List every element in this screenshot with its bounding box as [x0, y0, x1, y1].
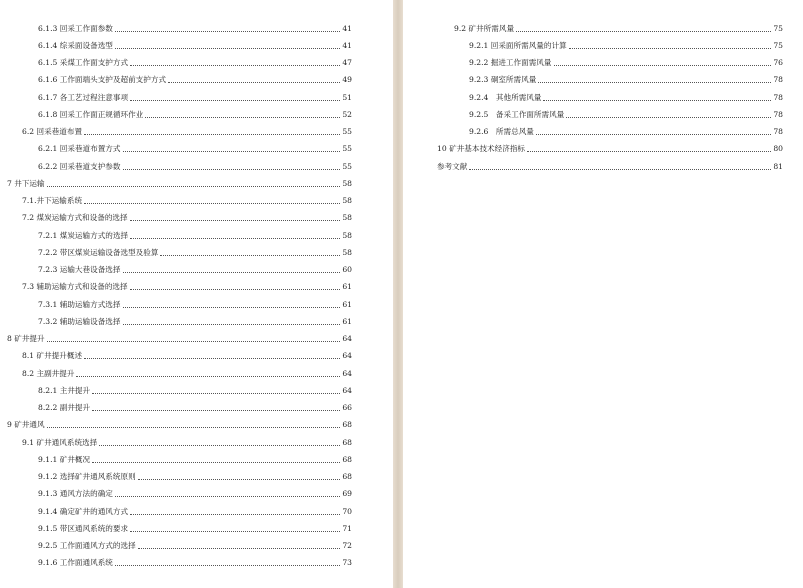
dot-leader [47, 427, 341, 428]
toc-entry-page-number: 41 [342, 40, 352, 50]
dot-leader [92, 393, 340, 394]
book-spine [393, 0, 403, 588]
toc-entry-page-number: 49 [342, 75, 352, 85]
toc-entry-page-number: 80 [773, 144, 783, 154]
toc-entry-page-number: 55 [342, 144, 352, 154]
toc-entry-title: 9.2.5 备采工作面所需风量 [469, 109, 565, 119]
toc-entry-title: 6.2 回采巷道布置 [22, 127, 83, 136]
toc-entry-page-number: 51 [342, 92, 352, 102]
toc-entry-page-number: 58 [342, 196, 352, 205]
toc-entry-title: 9.1.3 通风方法的确定 [38, 489, 113, 499]
toc-entry[interactable] [7, 179, 352, 189]
toc-entry-title: 7.2 煤炭运输方式和设备的选择 [22, 213, 128, 223]
toc-entry-title: 9.2.4 其他所需风量 [469, 92, 542, 102]
dot-leader [130, 100, 340, 101]
dot-leader [569, 48, 772, 49]
toc-entry[interactable] [38, 489, 352, 499]
dot-leader [138, 548, 341, 549]
toc-entry-page-number: 52 [342, 109, 352, 119]
toc-entry[interactable] [38, 75, 352, 85]
dot-leader [130, 238, 340, 239]
dot-leader [130, 289, 341, 290]
toc-entry[interactable] [22, 127, 352, 137]
toc-entry-page-number: 78 [773, 127, 783, 136]
toc-entry[interactable] [38, 41, 352, 51]
toc-entry[interactable] [469, 127, 783, 137]
toc-entry-title: 8.2.1 主井提升 [38, 385, 91, 395]
toc-entry-page-number: 78 [773, 92, 783, 102]
toc-entry-title: 9.2.3 硐室所需风量 [469, 75, 537, 85]
toc-entry-page-number: 75 [773, 40, 783, 50]
toc-entry[interactable] [38, 93, 352, 103]
toc-entry[interactable] [7, 334, 352, 344]
toc-entry-title: 7 井下运输 [7, 178, 45, 188]
toc-entry-title: 9.1.2 选择矿井通风系统原则 [38, 472, 136, 481]
toc-entry[interactable] [22, 282, 352, 292]
toc-entry-page-number: 68 [342, 454, 352, 464]
toc-entry-title: 9.2.5 工作面通风方式的选择 [38, 541, 136, 550]
dot-leader [538, 82, 771, 83]
dot-leader [76, 376, 340, 377]
toc-entry[interactable] [38, 386, 352, 396]
toc-entry-page-number: 58 [342, 230, 352, 240]
toc-entry-title: 7.3 辅助运输方式和设备的选择 [22, 282, 128, 292]
toc-entry-page-number: 58 [342, 213, 352, 223]
toc-entry-page-number: 61 [342, 282, 352, 292]
toc-entry-page-number: 78 [773, 109, 783, 119]
toc-entry-page-number: 41 [342, 23, 352, 33]
dot-leader [130, 65, 340, 66]
dot-leader [84, 358, 340, 359]
toc-entry-page-number: 60 [342, 265, 352, 274]
toc-entry-title: 7.2.3 运输大巷设备选择 [38, 265, 121, 274]
toc-entry-page-number: 47 [342, 58, 352, 67]
toc-entry-title: 9.2.6 所需总风量 [469, 127, 534, 136]
left-page [0, 0, 393, 588]
toc-entry-title: 10 矿井基本技术经济指标 [437, 144, 526, 154]
dot-leader [130, 220, 341, 221]
toc-entry-title: 参考文献 [437, 161, 468, 171]
dot-leader [527, 151, 771, 152]
toc-entry-page-number: 81 [773, 161, 783, 171]
dot-leader [99, 445, 340, 446]
dot-leader [123, 169, 341, 170]
toc-entry[interactable] [38, 265, 352, 275]
toc-entry-title: 9.1.5 带区通风系统的要求 [38, 523, 129, 533]
toc-entry-page-number: 73 [342, 558, 352, 568]
toc-entry[interactable] [7, 420, 352, 430]
toc-entry-title: 7.1.井下运输系统 [22, 196, 83, 205]
toc-entry[interactable] [469, 41, 783, 51]
toc-entry[interactable] [38, 58, 352, 68]
dot-leader [123, 151, 341, 152]
toc-entry-title: 9.1.6 工作面通风系统 [38, 558, 113, 568]
toc-entry[interactable] [38, 403, 352, 413]
toc-entry[interactable] [38, 507, 352, 517]
toc-entry-title: 9 矿井通风 [7, 420, 45, 430]
dot-leader [47, 341, 341, 342]
toc-entry[interactable] [469, 58, 783, 68]
toc-entry-page-number: 55 [342, 127, 352, 136]
toc-entry-title: 8 矿井提升 [7, 334, 45, 343]
toc-entry-title: 7.3.2 辅助运输设备选择 [38, 316, 121, 326]
toc-entry-title: 6.1.5 采煤工作面支护方式 [38, 58, 129, 67]
toc-entry-page-number: 66 [342, 403, 352, 412]
dot-leader [160, 255, 340, 256]
toc-entry-title: 6.1.6 工作面端头支护及超前支护方式 [38, 75, 167, 85]
dot-leader [123, 307, 341, 308]
toc-entry[interactable] [437, 144, 783, 154]
toc-entry-title: 8.1 矿井提升概述 [22, 351, 83, 361]
toc-entry-title: 9.2.2 掘进工作面需风量 [469, 58, 552, 67]
toc-entry-title: 9.2.1 回采面所需风量的计算 [469, 40, 567, 50]
toc-entry-title: 9.1.1 矿井概况 [38, 454, 91, 464]
toc-entry-title: 7.3.1 辅助运输方式选择 [38, 299, 121, 309]
toc-entry-page-number: 78 [773, 75, 783, 85]
dot-leader [123, 324, 341, 325]
dot-leader [130, 531, 340, 532]
toc-entry-title: 8.2.2 副井提升 [38, 403, 91, 412]
dot-leader [516, 31, 771, 32]
toc-entry-page-number: 72 [342, 541, 352, 550]
dot-leader [123, 272, 341, 273]
dot-leader [115, 48, 340, 49]
toc-entry-page-number: 68 [342, 420, 352, 430]
toc-entry[interactable] [22, 438, 352, 448]
toc-entry[interactable] [38, 300, 352, 310]
toc-entry[interactable] [454, 24, 783, 34]
dot-leader [84, 203, 340, 204]
table-of-contents-left [0, 0, 393, 588]
toc-entry-page-number: 64 [342, 334, 352, 343]
dot-leader [145, 117, 340, 118]
toc-entry[interactable] [22, 369, 352, 379]
toc-entry[interactable] [22, 196, 352, 206]
toc-entry[interactable] [38, 558, 352, 568]
toc-entry[interactable] [38, 317, 352, 327]
dot-leader [536, 134, 771, 135]
toc-entry[interactable] [437, 162, 783, 172]
toc-entry[interactable] [38, 162, 352, 172]
toc-entry-page-number: 64 [342, 351, 352, 361]
toc-entry[interactable] [38, 472, 352, 482]
toc-entry[interactable] [38, 524, 352, 534]
dot-leader [130, 514, 340, 515]
toc-entry[interactable] [38, 541, 352, 551]
toc-entry-title: 6.1.4 综采面设备选型 [38, 40, 113, 50]
dot-leader [115, 496, 340, 497]
right-page [403, 0, 803, 588]
toc-entry-page-number: 70 [342, 506, 352, 516]
toc-entry-page-number: 61 [342, 316, 352, 326]
dot-leader [168, 82, 340, 83]
dot-leader [138, 479, 341, 480]
toc-entry-page-number: 68 [342, 472, 352, 481]
toc-entry-page-number: 58 [342, 178, 352, 188]
toc-entry[interactable] [469, 93, 783, 103]
toc-entry[interactable] [38, 455, 352, 465]
toc-entry-title: 6.1.3 回采工作面参数 [38, 23, 113, 33]
dot-leader [543, 100, 771, 101]
toc-entry[interactable] [469, 110, 783, 120]
dot-leader [554, 65, 772, 66]
dot-leader [84, 134, 340, 135]
toc-entry[interactable] [22, 213, 352, 223]
toc-entry-title: 6.1.8 回采工作面正规循环作业 [38, 109, 144, 119]
toc-entry-title: 8.2 主副井提升 [22, 368, 75, 378]
dot-leader [92, 462, 340, 463]
toc-entry[interactable] [38, 231, 352, 241]
toc-entry-page-number: 75 [773, 23, 783, 33]
toc-entry[interactable] [38, 24, 352, 34]
toc-entry-title: 6.2.2 回采巷道支护参数 [38, 161, 121, 171]
toc-entry-title: 6.2.1 回采巷道布置方式 [38, 144, 121, 154]
toc-entry-title: 6.1.7 各工艺过程注意事项 [38, 92, 129, 102]
dot-leader [115, 565, 340, 566]
toc-entry-page-number: 64 [342, 368, 352, 378]
toc-entry-title: 9.2 矿井所需风量 [454, 23, 515, 33]
dot-leader [92, 410, 340, 411]
toc-entry-page-number: 71 [342, 523, 352, 533]
dot-leader [469, 169, 771, 170]
toc-entry-page-number: 69 [342, 489, 352, 499]
table-of-contents-right [403, 0, 803, 588]
toc-entry-page-number: 55 [342, 161, 352, 171]
toc-entry-page-number: 64 [342, 385, 352, 395]
toc-entry-title: 7.2.2 带区煤炭运输设备选型及验算 [38, 247, 159, 257]
toc-entry[interactable] [469, 75, 783, 85]
toc-entry-page-number: 58 [342, 247, 352, 257]
dot-leader [115, 31, 340, 32]
toc-entry-page-number: 61 [342, 299, 352, 309]
toc-entry[interactable] [38, 144, 352, 154]
toc-entry[interactable] [38, 248, 352, 258]
toc-entry-title: 9.1.4 确定矿井的通风方式 [38, 506, 129, 516]
toc-entry-page-number: 76 [773, 58, 783, 67]
toc-entry-title: 9.1 矿井通风系统选择 [22, 437, 98, 447]
toc-entry[interactable] [38, 110, 352, 120]
dot-leader [47, 186, 341, 187]
toc-entry-title: 7.2.1 煤炭运输方式的选择 [38, 230, 129, 240]
dot-leader [566, 117, 771, 118]
toc-entry-page-number: 68 [342, 437, 352, 447]
toc-entry[interactable] [22, 351, 352, 361]
